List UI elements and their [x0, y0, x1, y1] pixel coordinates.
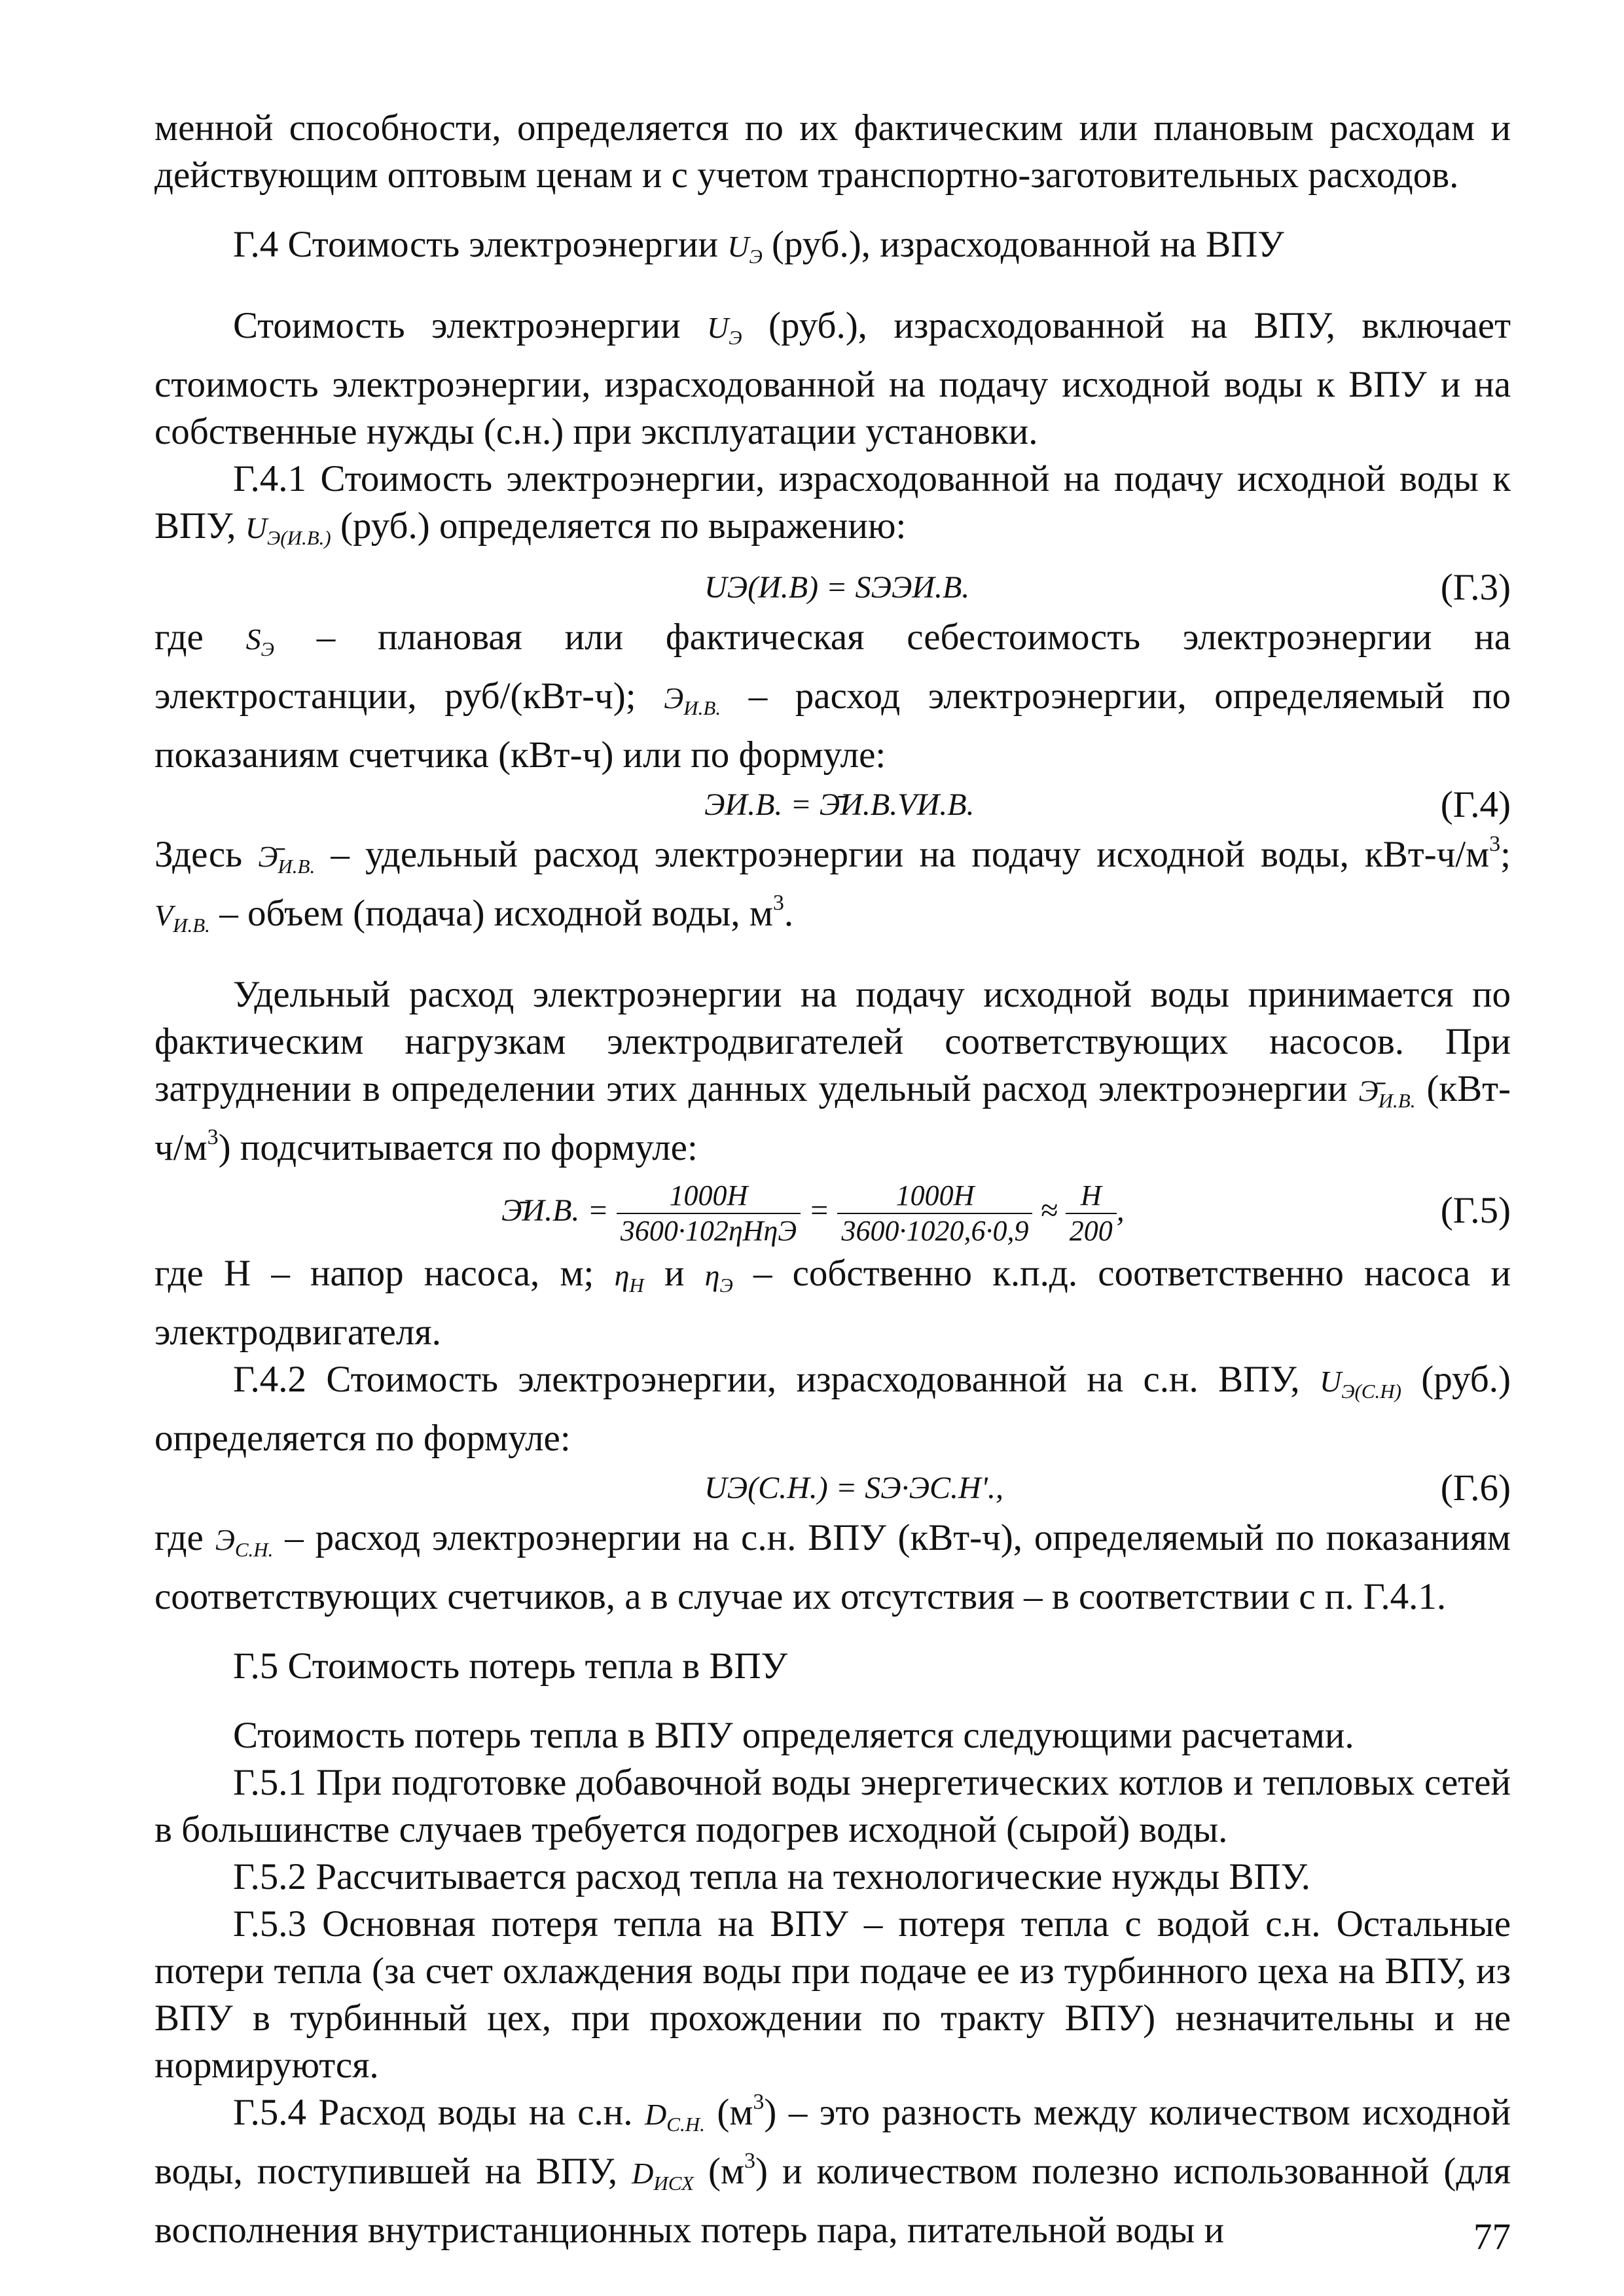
symbol-d-sn: $D_{С.Н.}$ [645, 2098, 705, 2136]
paragraph-specific-consumption: Удельный расход электроэнергии на подачу исходной воды принимается по фактическим нагрузкам электродвигателей соответствующих насосов. При затруднении в определении этих данных удельный расход электроэнергии $Э̄_{И.В.}$ $(кВт-ч/м^3)$ подсчитывается по формуле: [154, 974, 1511, 1168]
paragraph-g5-2: Г.5.2 Рассчитывается расход тепла на технологические нужды ВПУ. [233, 1856, 1310, 1897]
section-heading-g5: Г.5 Стоимость потерь тепла в ВПУ [233, 1645, 788, 1687]
paragraph-g4-2: Г.4.2 Стоимость электроэнергии, израсходованной на с.н. ВПУ, $U_{Э(С.Н)}$ (руб.) определяется по формуле: [154, 1359, 1511, 1459]
section-heading-g4: Г.4 Стоимость электроэнергии $U_Э$ (руб.), израсходованной на ВПУ [233, 224, 1284, 268]
symbol-u: $U_Э$ [707, 311, 742, 349]
equation-g4-expression: ЭИ.В. = Э̄И.В.VИ.В. [704, 787, 975, 822]
paragraph-where-h: где Н – напор насоса, м; $\eta_Н$ и $\eta_Э$ – собственно к.п.д. соответственно насоса и электродвигателя. [154, 1253, 1511, 1353]
symbol-u-iv: $U_{Э(И.В.)}$ [245, 511, 331, 549]
symbol-v-iv: $V_{И.В.}$ [154, 899, 210, 937]
symbol-u-sn: $U_{Э(С.Н)}$ [1319, 1365, 1401, 1403]
paragraph-continuation: менной способности, определяется по их фактическим или плановым расходам и действующим оптовым ценам и с учетом транспортно-заготовительных расходов. [154, 107, 1511, 196]
paragraph-g5-intro: Стоимость потерь тепла в ВПУ определяется следующими расчетами. [233, 1715, 1354, 1756]
document-page [154, 105, 1511, 2254]
equation-g6-expression: UЭ(С.Н.) = SЭ·ЭС.Н'., [704, 1471, 1003, 1505]
fraction-2: $\frac{1000H}{3600\cdot 1020,6\cdot 0,9}$ [837, 1179, 1032, 1248]
fraction-3: $\frac{H}{200}$ [1066, 1179, 1117, 1248]
paragraph-g5-4: Г.5.4 Расход воды на с.н. $D_{С.Н.}$ $(м^3)$ – это разность между количеством исходной воды, поступившей на ВПУ, $D_{ИСХ}$ $(м^3)$ и количеством полезно использованной (для восполнения внутристанционных потерь пара, питательной воды и [154, 2090, 1511, 2251]
equation-g4-label: (Г.4) [1440, 784, 1511, 825]
equation-g6 [154, 1462, 1511, 1515]
symbol-e-iv: $Э_{И.В.}$ [664, 681, 721, 719]
equation-g3-expression: UЭ(И.В) = SЭЭИ.В. [704, 570, 970, 605]
symbol-u: $U_Э$ [727, 230, 763, 268]
equation-g3-label: (Г.3) [1440, 567, 1511, 608]
symbol-eta-n: $\eta_Н$ [614, 1259, 644, 1297]
equation-g5 [154, 1172, 1511, 1250]
paragraph-g4-intro: Стоимость электроэнергии $U_Э$ (руб.), израсходованной на ВПУ, включает стоимость электроэнергии, израсходованной на подачу исходной воды к ВПУ и на собственные нужды (с.н.) при эксплуатации установки. [154, 305, 1511, 452]
symbol-e-sn: $Э_{С.Н.}$ [215, 1523, 274, 1561]
paragraph-where-e-sn: где $Э_{С.Н.}$ – расход электроэнергии на с.н. ВПУ (кВт-ч), определяемый по показаниям соответствующих счетчиков, а в случае их отсутствия – в соответствии с п. Г.4.1. [154, 1517, 1511, 1617]
equation-g6-label: (Г.6) [1440, 1467, 1511, 1509]
symbol-eta-e: $\eta_Э$ [704, 1259, 733, 1297]
equation-g5-label: (Г.5) [1440, 1190, 1511, 1231]
equation-g4 [154, 779, 1511, 831]
paragraph-g5-3: Г.5.3 Основная потеря тепла на ВПУ – потеря тепла с водой с.н. Остальные потери тепла (за счет охлаждения воды при подаче ее из турбинного цеха на ВПУ, из ВПУ в турбинный цех, при прохождении по тракту ВПУ) незначительны и не нормируются. [154, 1903, 1511, 2086]
paragraph-where-s: где $S_Э$ – плановая или фактическая себестоимость электроэнергии на электростанции, руб/(кВт-ч); $Э_{И.В.}$ – расход электроэнергии, определяемый по показаниям счетчика (кВт-ч) или по формуле: [154, 617, 1511, 776]
symbol-ebar-iv: $Э̄_{И.В.}$ [258, 840, 316, 878]
paragraph-here: Здесь $Э̄_{И.В.}$ – удельный расход электроэнергии на подачу исходной воды, кВт-$ч/м^3$; $V_{И.В.}$ – объем (подача) исходной воды, $м^3$. [154, 832, 1511, 937]
paragraph-g5-1: Г.5.1 При подготовке добавочной воды энергетических котлов и тепловых сетей в большинстве случаев требуется подогрев исходной (сырой) воды. [154, 1762, 1511, 1850]
equation-g3 [154, 562, 1511, 614]
symbol-d-isx: $D_{ИСХ}$ [632, 2157, 694, 2195]
paragraph-g4-1: Г.4.1 Стоимость электроэнергии, израсходованной на подачу исходной воды к ВПУ, $U_{Э(И.В.)}$ (руб.) определяется по выражению: [154, 458, 1511, 549]
page-number: 77 [1473, 2216, 1511, 2257]
equation-g5-expression: Э̄И.В. = $\frac{1000H}{\text{3600·102ηНηЭ}}$ = $\frac{1000H}{3600\cdot 1020,6\cdot 0,9}$ ≈ $\frac{H}{200}$ , [501, 1179, 1125, 1247]
symbol-s: $S_Э$ [245, 622, 274, 660]
symbol-ebar-iv: $Э̄_{И.В.}$ [1358, 1074, 1416, 1112]
fraction-1: $\frac{1000H}{\text{3600·102ηНηЭ}}$ [617, 1179, 801, 1248]
